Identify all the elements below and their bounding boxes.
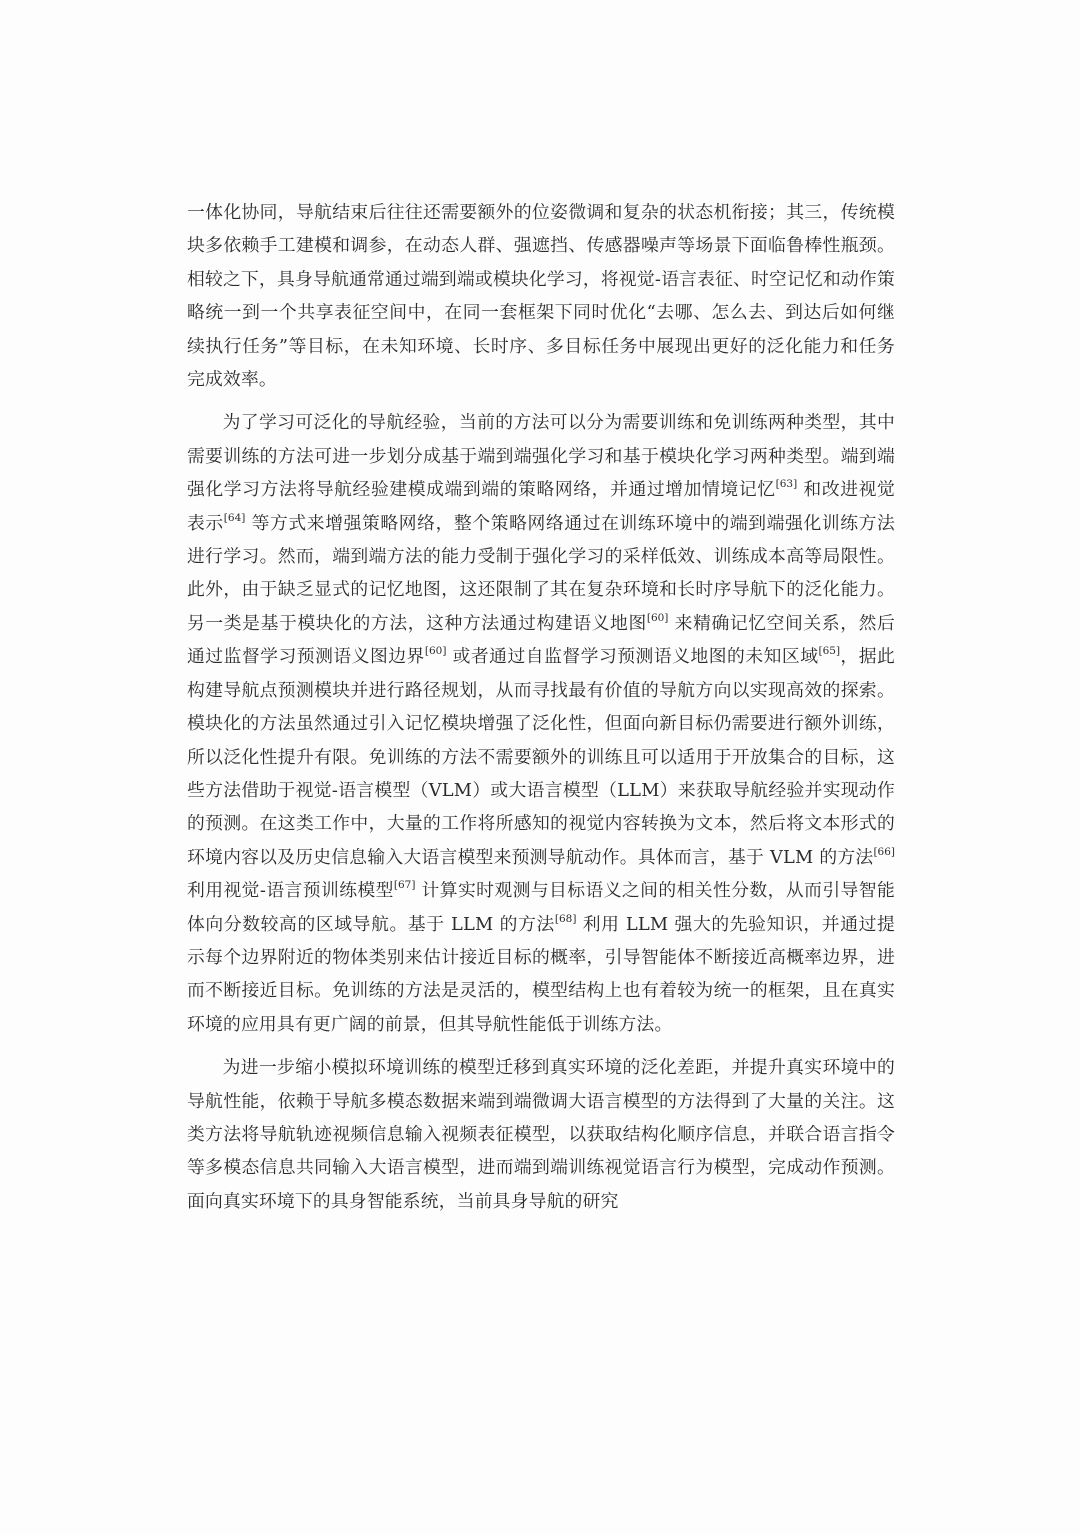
citation-marker: [65] — [818, 645, 841, 658]
text-run: 等方式来增强策略网络，整个策略网络通过在训练环境中的端到端强化训练方法进行学习。然而，端到端方法的能力受制于强化学习的采样低效、训练成本高等局限性。此外，由于缺乏显式的记忆地图，这还限制了其在复杂环境和长时序导航下的泛化能力。另一类是基于模块化的方法，这种方法通过构建语义地图 — [187, 512, 895, 634]
text-run: 或者通过自监督学习预测语义地图的未知区域 — [446, 646, 819, 668]
text-run: 利用 LLM 强大的先验知识，并通过提示每个边界附近的物体类别来估计接近目标的概率，引导智能体不断接近高概率边界，进而不断接近目标。免训练的方法是灵活的，模型结构上也有着较为统一的框架，且在真实环境的应用具有更广阔的前景，但其导航性能低于训练方法。 — [187, 913, 895, 1035]
paragraph — [187, 196, 895, 396]
paragraph — [187, 406, 895, 1041]
text-run: 利用视觉-语言预训练模型 — [187, 880, 394, 902]
text-run: 为了学习可泛化的导航经验，当前的方法可以分为需要训练和免训练两种类型，其中需要训练的方法可进一步划分成基于端到端强化学习和基于模块化学习两种类型。端到端强化学习方法将导航经验建模成端到端的策略网络，并通过增加情境记忆 — [187, 412, 895, 501]
citation-marker: [63] — [775, 478, 798, 491]
citation-marker: [67] — [393, 879, 416, 892]
text-run: 一体化协同，导航结束后往往还需要额外的位姿微调和复杂的状态机衔接；其三，传统模块多依赖手工建模和调参，在动态人群、强遮挡、传感器噪声等场景下面临鲁棒性瓶颈。相较之下，具身导航通常通过端到端或模块化学习，将视觉-语言表征、时空记忆和动作策略统一到一个共享表征空间中，在同一套框架下同时优化“去哪、怎么去、到达后如何继续执行任务”等目标，在未知环境、长时序、多目标任务中展现出更好的泛化能力和任务完成效率。 — [187, 202, 895, 391]
text-run: 为进一步缩小模拟环境训练的模型迁移到真实环境的泛化差距，并提升真实环境中的导航性能，依赖于导航多模态数据来端到端微调大语言模型的方法得到了大量的关注。这类方法将导航轨迹视频信息输入视频表征模型，以获取结构化顺序信息，并联合语言指令等多模态信息共同输入大语言模型，进而端到端训练视觉语言行为模型，完成动作预测。面向真实环境下的具身智能系统，当前具身导航的研究 — [187, 1057, 895, 1212]
citation-marker: [66] — [873, 845, 895, 858]
text-run: 来精确记忆空间关系，然后通过监督学习预测语义图边界 — [187, 612, 895, 668]
citation-marker: [64] — [223, 511, 246, 524]
text-run: 计算实时观测与目标语义之间的相关性分数，从而引导智能体向分数较高的区域导航。基于 LLM 的方法 — [187, 880, 895, 935]
citation-marker: [60] — [646, 611, 669, 624]
text-run: ，据此构建导航点预测模块并进行路径规划，从而寻找最有价值的导航方向以实现高效的探索。模块化的方法虽然通过引入记忆模块增强了泛化性，但面向新目标仍需要进行额外训练，所以泛化性提升有限。免训练的方法不需要额外的训练且可以适用于开放集合的目标，这些方法借助于视觉-语言模型（VLM）或大语言模型（LLM）来获取导航经验并实现动作的预测。在这类工作中，大量的工作将所感知的视觉内容转换为文本，然后将文本形式的环境内容以及历史信息输入大语言模型来预测导航动作。具体而言，基于 VLM 的方法 — [187, 646, 895, 868]
text-run: 和改进视觉表示 — [187, 479, 895, 534]
body-text — [187, 196, 895, 1228]
paragraph — [187, 1051, 895, 1218]
citation-marker: [60] — [424, 645, 447, 658]
citation-marker: [68] — [554, 912, 577, 925]
